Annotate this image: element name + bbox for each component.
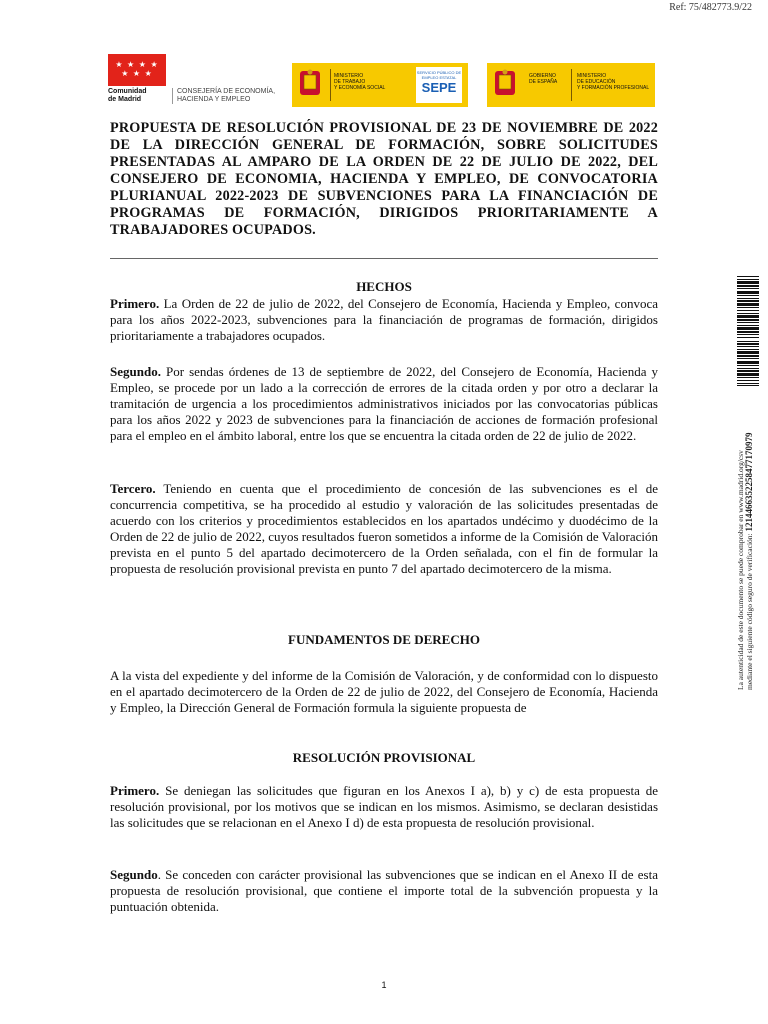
logo-divider [330, 69, 331, 101]
resolucion-primero-label: Primero. [110, 783, 160, 798]
resolucion-primero [110, 783, 658, 831]
sepe-logo [416, 67, 462, 103]
fundamentos-heading: FUNDAMENTOS DE DERECHO [288, 632, 480, 647]
ministry1-line3: Y ECONOMÍA SOCIAL [334, 85, 386, 91]
ministerio-trabajo-logo [292, 63, 468, 107]
spain-coat-of-arms-icon [298, 69, 322, 99]
sepe-small-text: SERVICIO PÚBLICO DE EMPLEO ESTATAL [416, 70, 462, 80]
ministry2-line2: DE EDUCACIÓN [577, 79, 616, 85]
logo-divider [571, 69, 572, 101]
fundamentos-text: A la vista del expediente y del informe de la Comisión de Valoración, y de conformidad con lo dispuesto en el apartado decimotercero de la Orden de 22 de julio de 2022, del Consejero de Economía, Hacienda y Empleo, la Dirección General de Formación formula la siguiente propuesta de [110, 668, 658, 715]
ministerio-educacion-text [577, 73, 657, 91]
hechos-segundo [110, 364, 658, 444]
hechos-tercero [110, 481, 658, 577]
cm-dept-line1: CONSEJERÍA DE ECONOMÍA, [177, 88, 276, 95]
document-reference: Ref: 75/482773.9/22 [669, 2, 752, 13]
ministerio-educacion-logo [487, 63, 655, 107]
cm-name-line1: Comunidad [108, 88, 147, 95]
hechos-tercero-label: Tercero. [110, 481, 156, 496]
verification-code: 1214466352258477170979 [744, 432, 754, 532]
sepe-name: SEPE [421, 80, 457, 95]
resolucion-segundo [110, 867, 658, 915]
ministry2-line3: Y FORMACIÓN PROFESIONAL [577, 85, 650, 91]
hechos-primero-label: Primero. [110, 296, 160, 311]
resolucion-heading: RESOLUCIÓN PROVISIONAL [292, 750, 476, 765]
resolucion-segundo-text: . Se conceden con carácter provisional las subvenciones que se indican en el Anexo II de esta propuesta de resolución provisional, que contiene el importe total de la subvención propuesta y la puntuación obtenida. [110, 867, 658, 914]
ministry2-line1: MINISTERIO [577, 73, 607, 79]
cm-department [172, 88, 275, 104]
hechos-heading: HECHOS [356, 279, 412, 294]
document-title: PROPUESTA DE RESOLUCIÓN PROVISIONAL DE 23 DE NOVIEMBRE DE 2022 DE LA DIRECCIÓN GENERAL DE FORMACIÓN, SOBRE SOLICITUDES PRESENTADAS AL AMPARO DE LA ORDEN DE 22 DE JULIO DE 2022, DEL CONSEJERO DE ECONOMIA, HACIENDA Y EMPLEO, DE CONVOCATORIA PLURIANUAL 2022-2023 DE SUBVENCIONES PARA LA FINANCIACIÓN DE PROGRAMAS DE FORMACIÓN, DIRIGIDOS PRIORITARIAMENTE A TRABAJADORES OCUPADOS. [110, 120, 658, 238]
verification-line2: mediante el siguiente código seguro de verificación: [745, 533, 754, 690]
hechos-segundo-text: Por sendas órdenes de 13 de septiembre de 2022, del Consejero de Economía, Hacienda y Empleo, se procede por un lado a la corrección de errores de la citada orden y por otro a declarar la tramitación de urgencia a los procedimientos administrativos iniciados por las convocatorias públicas para los años 2022 y 2023 de subvenciones para la financiación de acciones de formación profesional para el empleo en el ámbito laboral, entre los que se encuentra la citada orden de 22 de julio de 2022. [110, 364, 658, 443]
ministry1-line2: DE TRABAJO [334, 79, 366, 85]
resolucion-primero-text: Se deniegan las solicitudes que figuran en los Anexos I a), b) y c) de esta propuesta de resolución provisional, por los motivos que se indican en los mismos. Asimismo, se declaran desistidas las solicitudes que se relacionan en el Anexo I d) de esta propuesta de resolución provisional. [110, 783, 658, 830]
verification-barcode-icon [737, 276, 759, 386]
madrid-flag-icon: ★ ★ ★ ★ ★ ★ ★ [108, 54, 166, 86]
page-number: 1 [381, 980, 387, 990]
hechos-primero-text: La Orden de 22 de julio de 2022, del Consejero de Economía, Hacienda y Empleo, convoca para los años 2022-2023, subvenciones para la financiación de programas de formación, dirigidos prioritariamente a trabajadores ocupados. [110, 296, 658, 343]
gov-line1: GOBIERNO [529, 73, 556, 79]
cm-name [108, 88, 147, 104]
cm-dept-line2: HACIENDA Y EMPLEO [177, 96, 251, 103]
hechos-primero [110, 296, 658, 344]
cm-name-line2: de Madrid [108, 96, 142, 103]
gov-line2: DE ESPAÑA [529, 79, 558, 85]
spain-coat-of-arms-icon [493, 69, 517, 99]
verification-note [736, 390, 754, 690]
title-divider [110, 258, 658, 259]
ministerio-trabajo-text [334, 73, 404, 91]
hechos-tercero-text: Teniendo en cuenta que el procedimiento de concesión de las subvenciones es el de concurrencia competitiva, se ha procedido al estudio y valoración de las solicitudes presentadas de acuerdo con los criterios y procedimientos establecidos en los apartados undécimo y duodécimo de la Orden de 22 de julio de 2022, cuyos resultados fueron sometidos a informe de la Comisión de Valoración prevista en el punto 5 del apartado decimotercero de la Orden señalada, con el fin de formular la propuesta de resolución provisional prevista en punto 7 del apartado decimotercero de la misma. [110, 481, 658, 576]
comunidad-madrid-logo [108, 54, 283, 110]
resolucion-segundo-label: Segundo [110, 867, 158, 882]
gobierno-text [529, 73, 569, 85]
ministry1-line1: MINISTERIO [334, 73, 364, 79]
hechos-segundo-label: Segundo. [110, 364, 161, 379]
verification-line1: La autenticidad de este documento se puede comprobar en www.madrid.org/csv [736, 450, 745, 690]
